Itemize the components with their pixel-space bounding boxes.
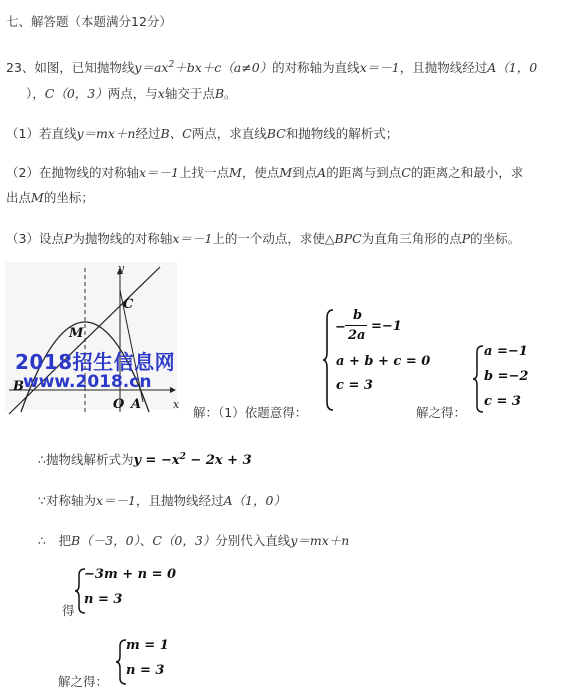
brace-2 — [472, 344, 484, 414]
solution-lead: 解：（1）依题意得： — [193, 405, 308, 420]
q3-text: 上的一个动点，求使△ — [212, 231, 335, 246]
label-y: y — [118, 262, 125, 275]
fraction-bar — [345, 325, 367, 326]
point-a: A — [317, 165, 327, 180]
point-c: C（0，3） — [44, 86, 108, 101]
triangle-bpc: BPC — [334, 231, 362, 246]
parabola-graph — [5, 262, 185, 417]
label-o: O — [113, 397, 125, 412]
point-c: C（0，3） — [152, 533, 216, 548]
point-p: P — [63, 231, 73, 246]
point-a: A（1，0） — [223, 493, 286, 508]
watermark-title: 2018招生信息网 — [15, 350, 176, 374]
system-4-row-2: n = 3 — [126, 663, 165, 678]
line-bc: BC — [266, 126, 286, 141]
section-title: 七、解答题（本题满分12分） — [6, 14, 172, 29]
axis-equation: x＝－1 — [95, 493, 136, 508]
q1-text: 和抛物线的解析式； — [285, 126, 399, 141]
system-2-row-2: b =−2 — [484, 369, 529, 384]
fraction-denominator: 2a — [348, 328, 366, 343]
result-exponent: 2 — [179, 451, 186, 462]
point-p: P — [461, 231, 471, 246]
axis-equation: x＝－1 — [359, 60, 400, 75]
problem-text: ）， — [26, 86, 45, 101]
system-2-row-1: a =−1 — [484, 344, 528, 359]
problem-text: 轴交于点 — [164, 86, 215, 101]
q3-text: 为抛物线的对称轴 — [72, 231, 173, 246]
point-a: A（1，0 — [487, 60, 538, 75]
q3-text: 为直角三角形的点 — [361, 231, 462, 246]
problem-text: 两点，与 — [107, 86, 158, 101]
q2-text: 上找一点 — [178, 165, 229, 180]
q3-text: 的坐标。 — [470, 231, 521, 246]
separator: 、 — [139, 533, 153, 548]
result-text: ∴抛物线解析式为 — [38, 452, 134, 467]
condition: （a≠0） — [221, 60, 273, 75]
problem-line-1 — [6, 58, 537, 76]
point-c: C — [401, 165, 411, 180]
point-m: M — [279, 165, 293, 180]
point-b: B（－3，0） — [70, 533, 140, 548]
substitute-statement — [38, 531, 349, 549]
question-2-line-2 — [6, 188, 94, 206]
minus-sign: − — [335, 320, 346, 335]
parabola-equation-rest: ＋bx＋c — [174, 60, 222, 75]
q2-text: 的距离之和最小，求 — [410, 165, 524, 180]
equation-system-3 — [74, 565, 184, 615]
system-2-row-3: c = 3 — [484, 394, 521, 409]
parabola-figure — [5, 262, 185, 417]
axis-equation: x＝－1 — [138, 165, 179, 180]
solve-label: 解之得： — [416, 405, 467, 420]
q1-text: （1）若直线 — [6, 126, 77, 141]
system-3-row-2: n = 3 — [84, 592, 123, 607]
parabola-equation: y＝ax — [134, 60, 169, 75]
statement-text: 分别代入直线 — [215, 533, 291, 548]
equation-system-1 — [322, 306, 432, 416]
q2-text: （2）在抛物线的对称轴 — [6, 165, 139, 180]
statement-text: ∵对称轴为 — [38, 493, 96, 508]
parabola-result — [38, 450, 252, 468]
brace-1 — [322, 308, 334, 412]
axis-statement — [38, 491, 286, 509]
points-bc: B、C — [160, 126, 192, 141]
label-m: M — [69, 326, 84, 341]
problem-number-text: 23、如图，已知抛物线 — [6, 60, 135, 75]
system-1-row-3: c = 3 — [336, 378, 373, 393]
question-2-line-1 — [6, 163, 523, 181]
q2-text: 到点 — [292, 165, 318, 180]
x-var: x — [157, 86, 165, 101]
point-b: B — [214, 86, 225, 101]
problem-text: ，且抛物线经过 — [399, 60, 488, 75]
q2-text: ，使点 — [241, 165, 280, 180]
label-b: B — [13, 379, 24, 394]
q2-text: 的距离与到点 — [326, 165, 402, 180]
problem-line-2 — [26, 84, 237, 102]
question-1 — [6, 124, 398, 142]
q2-text: 的坐标； — [43, 190, 94, 205]
exponent: 2 — [168, 59, 175, 70]
result-equation-rest: − 2x + 3 — [185, 453, 252, 468]
q1-text: 两点，求直线 — [191, 126, 267, 141]
statement-text: ∴ 把 — [38, 533, 71, 548]
line-equation: y＝mx＋n — [76, 126, 136, 141]
point-m: M — [31, 190, 44, 205]
watermark-url: www.2018.cn — [23, 372, 152, 392]
problem-text: 。 — [224, 86, 237, 101]
equation-system-4 — [115, 636, 185, 686]
system-4-row-1: m = 1 — [126, 638, 169, 653]
fraction-numerator: b — [353, 308, 363, 323]
result-equation: y = −x — [133, 453, 180, 468]
equation-system-2 — [472, 342, 542, 414]
axis-equation: x＝－1 — [172, 231, 213, 246]
label-x: x — [173, 398, 180, 411]
equation-rhs: =−1 — [371, 319, 402, 334]
system-3-row-1: −3m + n = 0 — [84, 567, 177, 582]
de-label: 得 — [62, 603, 75, 618]
solve-label-2: 解之得： — [58, 674, 109, 689]
q1-text: 经过 — [135, 126, 161, 141]
question-3 — [6, 229, 520, 247]
statement-text: ，且抛物线经过 — [135, 493, 224, 508]
line-equation: y＝mx＋n — [290, 533, 350, 548]
q2-text: 出点 — [6, 190, 32, 205]
q3-text: （3）设点 — [6, 231, 64, 246]
label-a: A — [131, 397, 142, 412]
problem-text: 的对称轴为直线 — [272, 60, 360, 75]
label-c: C — [123, 297, 134, 312]
point-m: M — [229, 165, 242, 180]
system-1-row-2: a + b + c = 0 — [336, 354, 431, 369]
